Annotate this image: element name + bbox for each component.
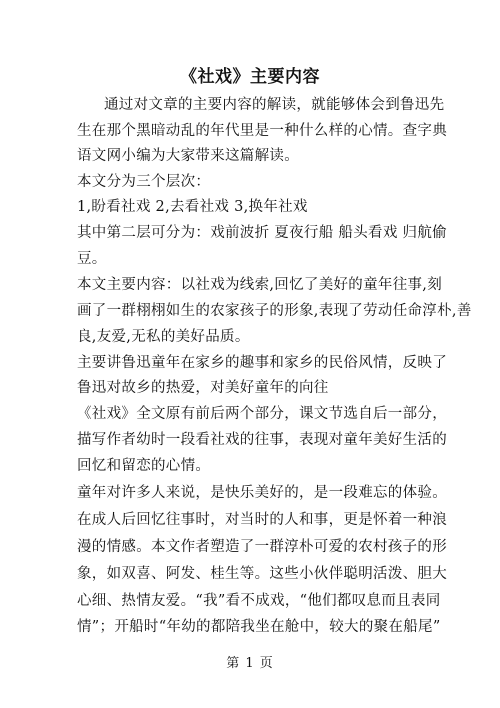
text-line: 语文网小编为大家带来这篇解读。 [77,148,299,164]
page-number: 第 1 页 [226,656,274,671]
text-line: 本文分为三个层次： [77,174,211,190]
text-line: 本文主要内容：以社戏为线索,回忆了美好的童年往事,刻 [77,277,443,293]
text-line: 1,盼看社戏 2,去看社戏 3,换年社戏 [77,199,308,215]
text-line: 画了一群栩栩如生的农家孩子的形象,表现了劳动任命淳朴,善 [77,303,472,319]
text-line: 其中第二层可分为：戏前波折 夏夜行船 船头看戏 归航偷 [77,225,447,241]
document-title: 《社戏》主要内容 [180,67,320,87]
text-line: 生在那个黑暗动乱的年代里是一种什么样的心情。查字典 [77,123,447,139]
text-line: 心细、热情友爱。“我”看不成戏，“他们都叹息而且表同 [77,593,441,609]
text-line: 漫的情感。本文作者塑造了一群淳朴可爱的农村孩子的形 [77,539,447,555]
text-line: 回忆和留恋的心情。 [77,458,211,474]
text-line: 良,友爱,无私的美好品质。 [77,329,250,345]
text-line: 描写作者幼时一段看社戏的往事，表现对童年美好生活的 [77,432,447,448]
text-line: 通过对文章的主要内容的解读，就能够体会到鲁迅先 [104,97,445,113]
text-line: 豆。 [77,251,107,267]
text-line: 象，如双喜、阿发、桂生等。这些小伙伴聪明活泼、胆大 [77,566,447,582]
text-line: 《社戏》全文原有前后两个部分，课文节选自后一部分， [77,406,447,422]
text-line: 鲁迅对故乡的热爱，对美好童年的向往 [77,380,329,396]
text-line: 在成人后回忆往事时，对当时的人和事，更是怀着一种浪 [77,512,447,528]
text-line: 情”；开船时“年幼的都陪我坐在舱中，较大的聚在船尾” [77,619,441,635]
text-line: 主要讲鲁迅童年在家乡的趣事和家乡的民俗风情，反映了 [77,355,447,371]
text-line: 童年对许多人来说，是快乐美好的，是一段难忘的体验。 [77,485,447,501]
